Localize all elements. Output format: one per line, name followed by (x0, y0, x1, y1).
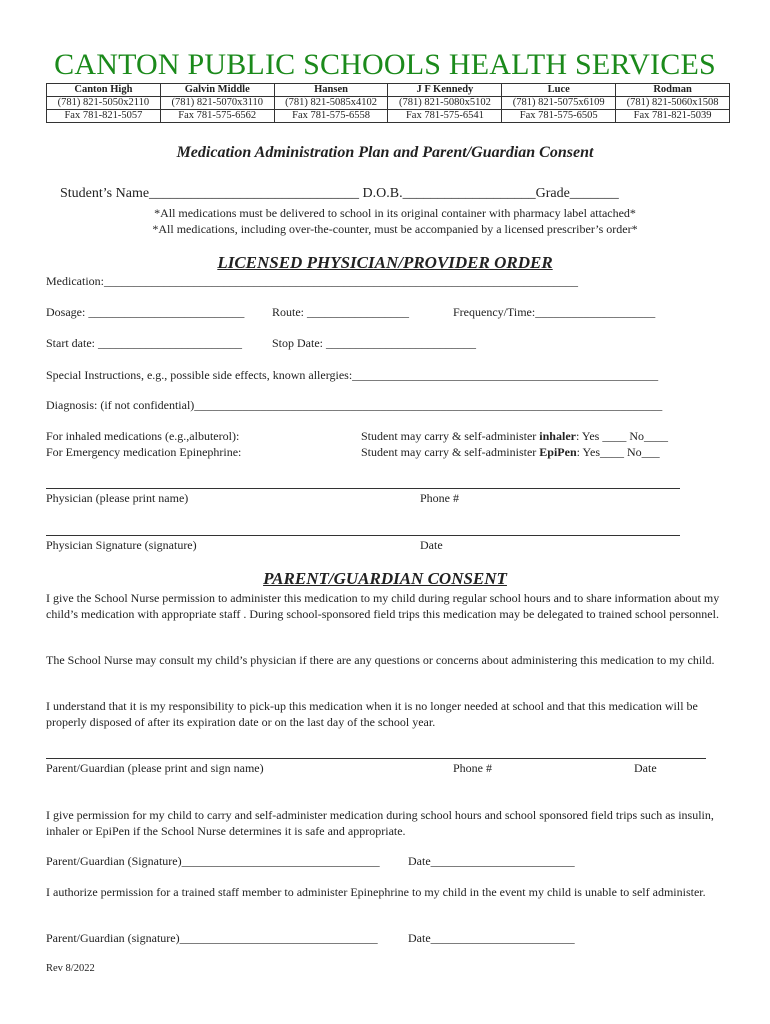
physician-name-label: Physician (please print name) (46, 491, 189, 505)
school-fax: Fax 781-821-5057 (47, 110, 161, 123)
physician-date-label: Date (420, 538, 443, 552)
epipen-bold: EpiPen (539, 445, 577, 459)
consent-paragraph-2: The School Nurse may consult my child’s physician if there are any questions or concerns about administering this medication to my child. (46, 653, 715, 667)
self-administer-signature-field[interactable]: Parent/Guardian (Signature)_________________________________ (46, 854, 380, 868)
inhaler-bold: inhaler (539, 429, 576, 443)
physician-name-line[interactable] (46, 488, 680, 489)
school-phone: (781) 821-5085x4102 (274, 97, 388, 110)
epipen-carry-option[interactable] (361, 445, 660, 460)
prescriber-note: *All medications, including over-the-counter, must be accompanied by a licensed prescriber’s order* (152, 222, 638, 236)
school-fax: Fax 781-821-5039 (616, 110, 730, 123)
revision-label: Rev 8/2022 (46, 963, 95, 974)
parent-section-heading: PARENT/GUARDIAN CONSENT (263, 569, 507, 588)
epinephrine-signature-field[interactable]: Parent/Guardian (signature)_________________________________ (46, 931, 378, 945)
school-name: J F Kennedy (388, 84, 502, 97)
school-fax: Fax 781-575-6562 (160, 110, 274, 123)
medication-field[interactable]: Medication:_______________________________________________________________________________ (46, 274, 578, 288)
consent-paragraph-1: I give the School Nurse permission to administer this medication to my child during regular school hours and to share information about my child’s medication with appropriate staff . During school-sponsored field trips this medication may be delegated to trained school personnel. (46, 591, 720, 621)
school-fax-row (47, 110, 730, 123)
epipen-text: Student may carry & self-administer (361, 445, 540, 459)
epinephrine-date-field[interactable]: Date________________________ (408, 931, 575, 945)
student-info-line[interactable]: Student’s Name______________________________ D.O.B.___________________Grade_______ (60, 186, 619, 201)
school-fax: Fax 781-575-6558 (274, 110, 388, 123)
inhaled-medication-label: For inhaled medications (e.g.,albuterol): (46, 429, 240, 443)
parent-signature-line[interactable] (46, 758, 706, 759)
parent-date-label: Date (634, 761, 657, 775)
inhaler-text: Student may carry & self-administer (361, 429, 540, 443)
school-name: Hansen (274, 84, 388, 97)
frequency-field[interactable]: Frequency/Time:____________________ (453, 305, 656, 319)
self-administer-paragraph: I give permission for my child to carry and self-administer medication during school hours and school sponsored field trips such as insulin, inhaler or EpiPen if the School Nurse determines it is safe and appropriate. (46, 808, 714, 838)
stop-date-field[interactable]: Stop Date: _________________________ (272, 336, 476, 350)
school-names-row (47, 84, 730, 97)
school-phone: (781) 821-5075x6109 (502, 97, 616, 110)
school-name: Canton High (47, 84, 161, 97)
school-contact-table (46, 83, 730, 123)
self-administer-date-field[interactable]: Date________________________ (408, 854, 575, 868)
school-phone: (781) 821-5050x2110 (47, 97, 161, 110)
inhaler-carry-option[interactable] (361, 429, 668, 444)
physician-section-heading: LICENSED PHYSICIAN/PROVIDER ORDER (217, 253, 553, 272)
physician-signature-label: Physician Signature (signature) (46, 538, 197, 552)
school-name: Rodman (616, 84, 730, 97)
school-fax: Fax 781-575-6505 (502, 110, 616, 123)
physician-signature-line[interactable] (46, 535, 680, 536)
epinephrine-label: For Emergency medication Epinephrine: (46, 445, 242, 459)
school-phone: (781) 821-5070x3110 (160, 97, 274, 110)
consent-paragraph-3: I understand that it is my responsibility to pick-up this medication when it is no longer needed at school and that this medication will be properly disposed of after its expiration date or on the last day of the school year. (46, 699, 698, 729)
physician-phone-label: Phone # (420, 491, 459, 505)
parent-name-label: Parent/Guardian (please print and sign name) (46, 761, 264, 775)
diagnosis-field[interactable]: Diagnosis: (if not confidential)______________________________________________________________________________ (46, 398, 663, 412)
parent-phone-label: Phone # (453, 761, 492, 775)
special-instructions-field[interactable]: Special Instructions, e.g., possible side effects, known allergies:___________________________________________________ (46, 368, 659, 382)
form-title: Medication Administration Plan and Parent/Guardian Consent (176, 144, 594, 161)
route-field[interactable]: Route: _________________ (272, 305, 409, 319)
container-note: *All medications must be delivered to school in its original container with pharmacy label attached* (154, 206, 636, 220)
school-name: Luce (502, 84, 616, 97)
epipen-yes-no[interactable]: : Yes____ No___ (576, 445, 660, 459)
school-phone: (781) 821-5060x1508 (616, 97, 730, 110)
school-phone: (781) 821-5080x5102 (388, 97, 502, 110)
inhaler-yes-no[interactable]: : Yes ____ No____ (575, 429, 668, 443)
school-fax: Fax 781-575-6541 (388, 110, 502, 123)
school-name: Galvin Middle (160, 84, 274, 97)
page-title: CANTON PUBLIC SCHOOLS HEALTH SERVICES (54, 48, 716, 81)
dosage-field[interactable]: Dosage: __________________________ (46, 305, 245, 319)
school-phones-row (47, 97, 730, 110)
epinephrine-authorization-paragraph: I authorize permission for a trained staff member to administer Epinephrine to my child in the event my child is unable to self administer. (46, 885, 706, 899)
start-date-field[interactable]: Start date: ________________________ (46, 336, 242, 350)
